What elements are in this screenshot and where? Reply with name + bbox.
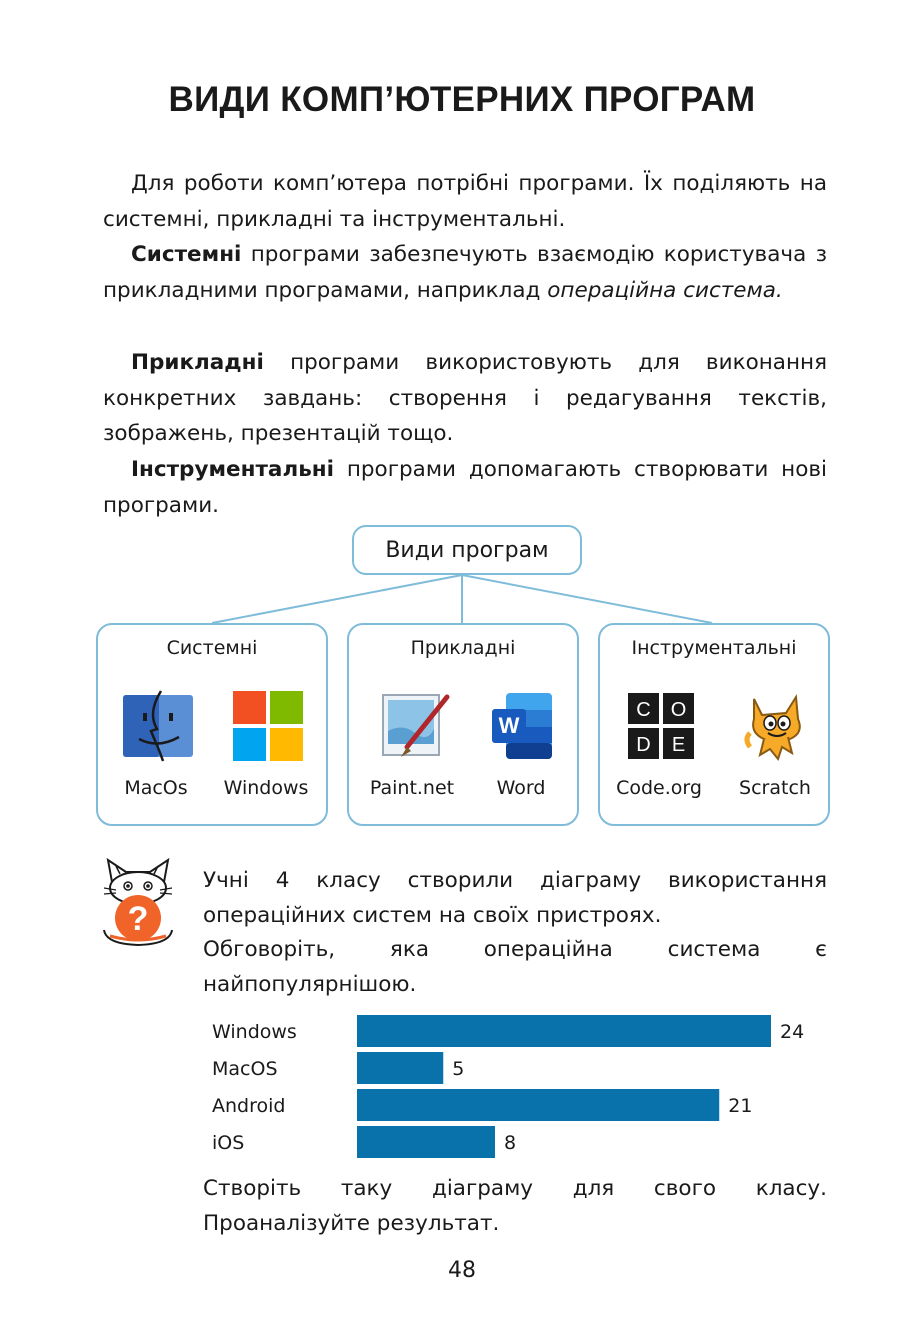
page-number: 48: [448, 1258, 476, 1283]
app-paintnet-label: Paint.net: [369, 777, 455, 799]
category-tools: [598, 623, 830, 826]
task-paragraph: [203, 1172, 827, 1241]
chart-category-label: iOS: [212, 1132, 245, 1154]
category-system: [96, 623, 328, 826]
chart-value-label: 24: [780, 1021, 805, 1043]
chart-bar: [357, 1089, 719, 1121]
app-scratch: [720, 685, 830, 815]
chart-category-label: MacOS: [212, 1058, 278, 1080]
code-letter: C: [636, 699, 651, 721]
question-paragraph-1: [203, 864, 827, 933]
code-letter: D: [636, 734, 651, 756]
question-text-1: Учні 4 класу створили діаграму використання операційних систем на своїх пристроях.: [203, 868, 827, 928]
macos-finder-icon: [121, 689, 195, 763]
app-windows-label: Windows: [223, 777, 309, 799]
app-macos-label: MacOs: [124, 777, 188, 799]
app-windows: [211, 685, 321, 815]
system-example: операційна система.: [547, 277, 783, 303]
app-macos: [101, 685, 211, 815]
chart-value-label: 8: [504, 1132, 517, 1154]
word-icon: [486, 689, 560, 763]
chart-category-label: Android: [212, 1095, 286, 1117]
diagram-connectors: [0, 0, 924, 640]
app-word-label: Word: [496, 777, 546, 799]
scratch-cat-icon: [740, 689, 814, 763]
applied-term: Прикладні: [131, 350, 264, 375]
category-tools-title: Інструментальні: [631, 637, 797, 659]
system-term: Системні: [131, 242, 242, 267]
code-letter: E: [671, 734, 686, 756]
code-letter: O: [670, 699, 687, 721]
diagram-root-label: Види програм: [385, 537, 549, 563]
app-scratch-label: Scratch: [739, 777, 811, 799]
app-codeorg: [604, 685, 714, 815]
category-applied: [347, 623, 579, 826]
applied-text: програми використовують для виконання конкретних завдань: створення і редагування текстів, зображень, презентацій тощо.: [103, 350, 827, 446]
chart-value-label: 21: [728, 1095, 753, 1117]
question-paragraph-2: [203, 933, 827, 1002]
system-text: програми забезпечують взаємодію користувача з прикладними програмами, наприклад: [103, 242, 827, 303]
chart-category-label: Windows: [212, 1021, 297, 1043]
app-codeorg-label: Code.org: [616, 777, 702, 799]
intro-text: Для роботи комп’ютера потрібні програми. Їх поділяють на системні, прикладні та інструментальні.: [103, 171, 827, 232]
tools-term: Інструментальні: [131, 457, 335, 482]
app-paintnet: [357, 685, 467, 815]
chart-bar: [357, 1015, 771, 1047]
category-system-title: Системні: [166, 637, 258, 659]
app-word: [466, 685, 576, 815]
paintnet-icon: [377, 689, 451, 763]
tools-text: програми допомагають створювати нові програми.: [103, 457, 827, 518]
windows-logo-icon: [231, 689, 305, 763]
cat-question-icon: [98, 852, 178, 948]
os-usage-chart: [200, 1008, 840, 1160]
category-applied-title: Прикладні: [410, 637, 516, 659]
chart-value-label: 5: [452, 1058, 465, 1080]
chart-bar: [357, 1052, 443, 1084]
chart-bar: [357, 1126, 495, 1158]
question-mark: ?: [127, 900, 149, 938]
task-text: Створіть таку діаграму для свого класу. Проаналізуйте результат.: [203, 1176, 827, 1236]
page-title: ВИДИ КОМП’ЮТЕРНИХ ПРОГРАМ: [168, 80, 756, 119]
question-text-2: Обговоріть, яка операційна система є найпопулярнішою.: [203, 937, 827, 997]
svg-text:W: W: [498, 713, 520, 738]
codeorg-icon: [624, 689, 698, 763]
